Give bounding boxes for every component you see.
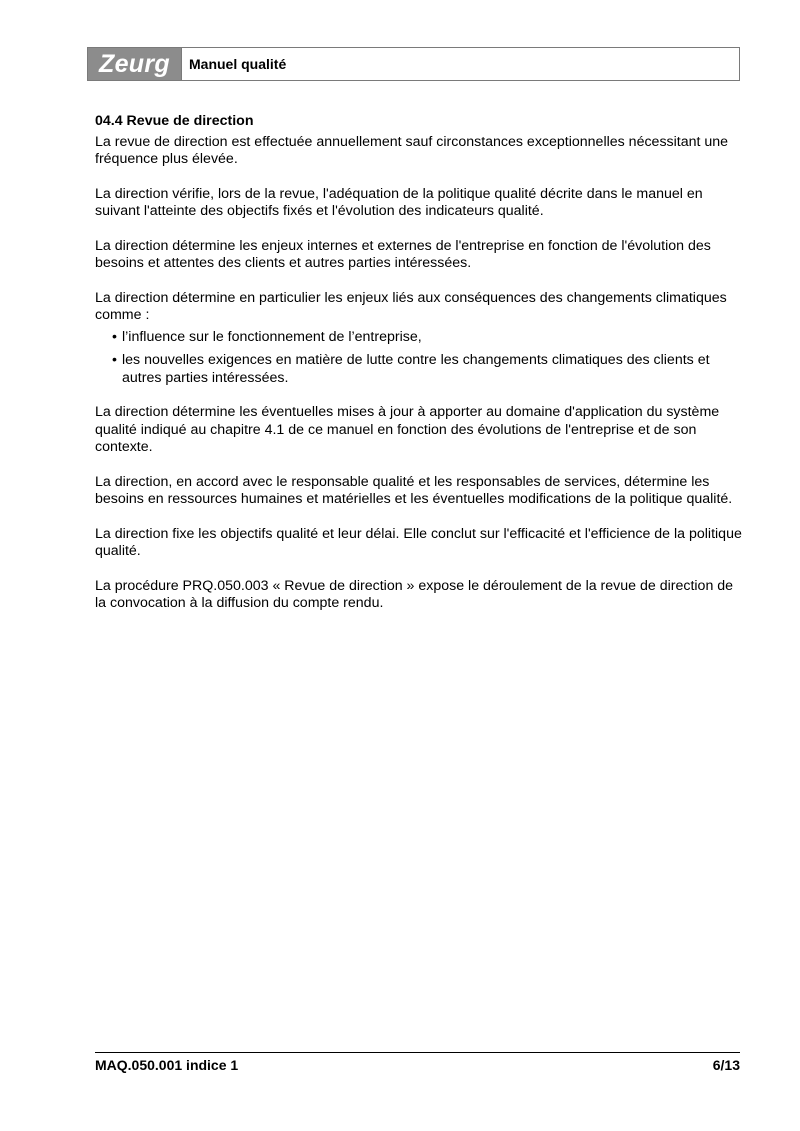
bullet-icon: • xyxy=(112,352,117,368)
paragraph-stakes: La direction détermine les enjeux internes et externes de l'entreprise en fonction de l'évolution des besoins et attentes des clients et autres parties intéressées. xyxy=(95,237,711,271)
document-footer xyxy=(95,1052,740,1073)
bullet-icon: • xyxy=(112,328,117,345)
paragraph-objectives: La direction fixe les objectifs qualité et leur délai. Elle conclut sur l'efficacité et l'efficience de la politique qualité. xyxy=(95,525,742,559)
climate-bullet-list xyxy=(95,329,745,388)
list-item-text: les nouvelles exigences en matière de lutte contre les changements climatiques des clients et autres parties intéressées. xyxy=(122,352,710,386)
list-item xyxy=(95,352,745,387)
list-item xyxy=(95,329,745,347)
section-heading: 04.4 Revue de direction xyxy=(95,113,254,129)
document-reference: MAQ.050.001 indice 1 xyxy=(95,1057,239,1073)
paragraph-policy-check: La direction vérifie, lors de la revue, l'adéquation de la politique qualité décrite dans le manuel en suivant l'atteinte des objectifs fixés et l'évolution des indicateurs qualité. xyxy=(95,185,703,219)
paragraph-resources: La direction, en accord avec le responsable qualité et les responsables de services, détermine les besoins en ressources humaines et matérielles et les éventuelles modifications de la politique qualité. xyxy=(95,473,733,507)
paragraph-frequency: La revue de direction est effectuée annuellement sauf circonstances exceptionnelles nécessitant une fréquence plus élevée. xyxy=(95,133,729,167)
page-number: 6/13 xyxy=(712,1057,740,1073)
document-title: Manuel qualité xyxy=(189,56,287,72)
document-body xyxy=(95,113,745,630)
paragraph-scope-updates: La direction détermine les éventuelles mises à jour à apporter au domaine d'application du système qualité indiqué au chapitre 4.1 de ce manuel en fonction des évolutions de l'entreprise et de son contexte. xyxy=(95,404,720,455)
brand-name: Zeurg xyxy=(99,50,170,78)
list-item-text: l’influence sur le fonctionnement de l’entreprise, xyxy=(122,328,422,345)
document-header xyxy=(87,47,740,81)
brand-logo xyxy=(88,48,182,80)
paragraph-procedure: La procédure PRQ.050.003 « Revue de direction » expose le déroulement de la revue de direction de la convocation à la diffusion du compte rendu. xyxy=(95,577,734,611)
paragraph-climate-stakes: La direction détermine en particulier les enjeux liés aux conséquences des changements climatiques comme : xyxy=(95,289,727,323)
